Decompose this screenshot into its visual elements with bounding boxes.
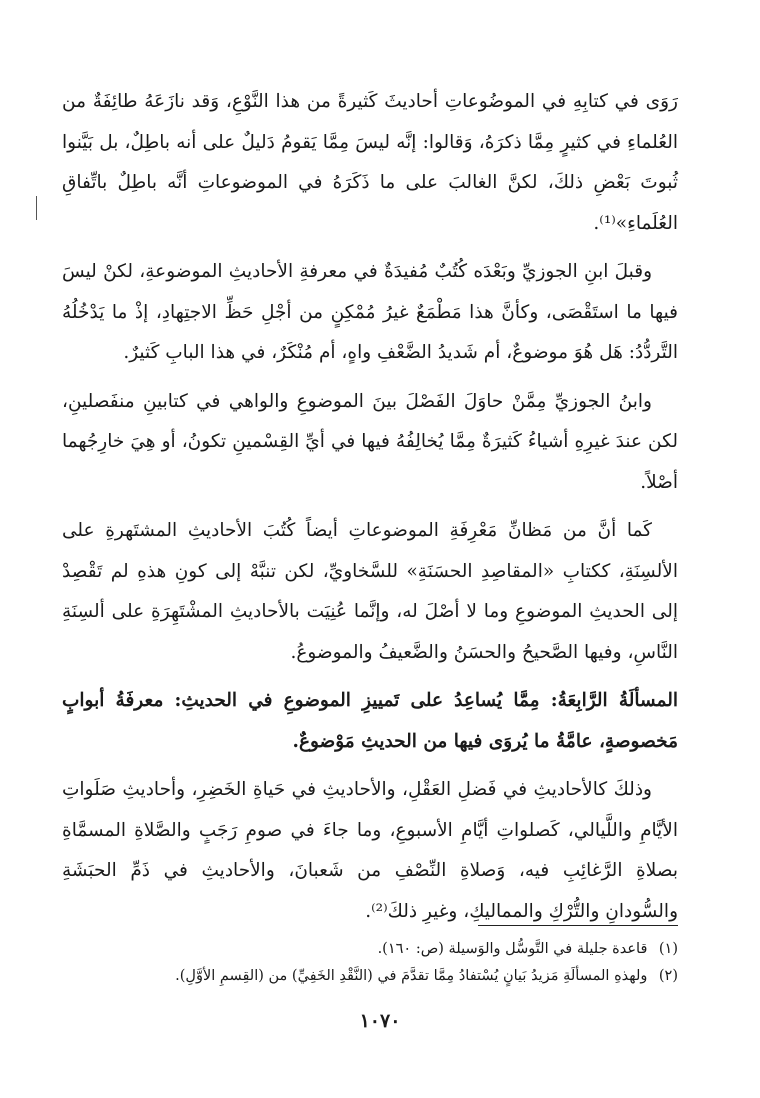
footnote-divider — [478, 925, 678, 926]
section-heading-text: مِمَّا يُساعِدُ على تَمييزِ الموضوعِ في الحديثِ: معرفَةُ أبوابٍ مَخصوصةٍ، عامَّةُ ما يُروَى فيها من الحديثِ مَوْضوعٌ. — [62, 690, 678, 752]
footnote-2-text: ولهذهِ المسألَةِ مَزيدُ بَيانٍ يُسْتفادُ مِمَّا تقدَّمَ في (النَّقْدِ الخَفِيِّ) من (القِسمِ الأوَّلِ). — [175, 968, 648, 984]
paragraph-3: وابنُ الجوزيِّ مِمَّنْ حاوَلَ الفَصْلَ بينَ الموضوعِ والواهي في كتابينِ منفَصلينِ، لكن عندَ غيرِهِ أشياءُ كَثيرَةٌ مِمَّا يُخالِفُهُ فيها في أيِّ القِسْمينِ تكونُ، أو هِيَ خارِجُهما أصْلاً. — [62, 390, 678, 493]
page-body — [62, 82, 678, 932]
footnote-1-number: (١) — [658, 941, 678, 957]
section-heading-lead: المسألَةُ الرَّابِعَةُ: — [550, 690, 679, 711]
section-heading-paragraph — [62, 681, 678, 762]
footnote-1 — [62, 936, 678, 963]
page-number: ١٠٧٠ — [359, 1010, 401, 1032]
paragraph-6: وذلكَ كالأحاديثِ في فَضلِ العَقْلِ، والأحاديثِ في حَياةِ الخَضِرِ، وأحاديثِ صَلَواتِ الأيَّامِ واللَّيالي، كَصلواتِ أيَّامِ الأسبوعِ، وما جاءَ في صومِ رَجَبٍ والصَّلاةِ المسمَّاةِ بصلاةِ الرَّغائِبِ فيه، وَصلاةِ النِّصْفِ من شَعبانَ، والأحاديثِ في ذَمِّ الحبَشَةِ والسُّودانِ والتُّرْكِ والمماليكِ، وغيرِ ذلكَ⁽²⁾. — [62, 779, 678, 922]
margin-mark — [36, 196, 37, 220]
footnote-2 — [62, 963, 678, 990]
footnote-2-number: (٢) — [658, 968, 678, 984]
footnote-1-text: قاعدة جليلة في التَّوسُّل والوَسيلة (ص: ١٦٠). — [377, 941, 648, 957]
footnotes — [62, 936, 678, 990]
paragraph-4: كَما أنَّ من مَظانِّ مَعْرِفَةِ الموضوعاتِ أيضاً كُتُبَ الأحاديثِ المشتَهرةِ على الألسِنَةِ، ككتابِ «المقاصِدِ الحسَنَةِ» للسَّخاويِّ، لكن تنبَّهْ إلى كونِ هذهِ لم تَقْصِدْ إلى الحديثِ الموضوعِ وما لا أصْلَ له، وإنَّما عُنِيَت بالأحاديثِ المشْتَهِرَةِ على ألسِنَةِ النَّاسِ، وفيها الصَّحيحُ والحسَنُ والضَّعيفُ والموضوعُ. — [62, 520, 678, 663]
paragraph-1: رَوَى في كتابِهِ في الموضُوعاتِ أحاديثَ كَثيرةً من هذا النَّوْعِ، وَقد نازَعَهُ طائِفَةٌ من العُلماءِ في كثيرٍ مِمَّا ذكرَهُ، وَقالوا: إنَّه ليسَ مِمَّا يَقومُ دَليلٌ على أنه باطِلٌ، بل بَيَّنوا ثُبوتَ بَعْضِ ذلكَ، لكنَّ الغالبَ على ما ذَكَرَهُ في الموضوعاتِ أنَّه باطِلٌ باتِّفاقِ العُلَماءِ»⁽¹⁾. — [62, 91, 678, 234]
paragraph-2: وقبلَ ابنِ الجوزيِّ وبَعْدَه كُتُبٌ مُفيدَةٌ في معرفةِ الأحاديثِ الموضوعةِ، لكنْ ليسَ فيها ما استَقْصَى، وكأنَّ هذا مَطْمَعٌ غيرُ مُمْكِنٍ من أجْلِ حَظِّ الاجتِهادِ، إذْ ما يَدْخُلُهُ التَّردُّدُ: هَل هُوَ موضوعٌ، أم شَديدُ الضَّعْفِ واهٍ، أم مُنْكَرٌ، في هذا البابِ كَثيرٌ. — [62, 261, 678, 363]
